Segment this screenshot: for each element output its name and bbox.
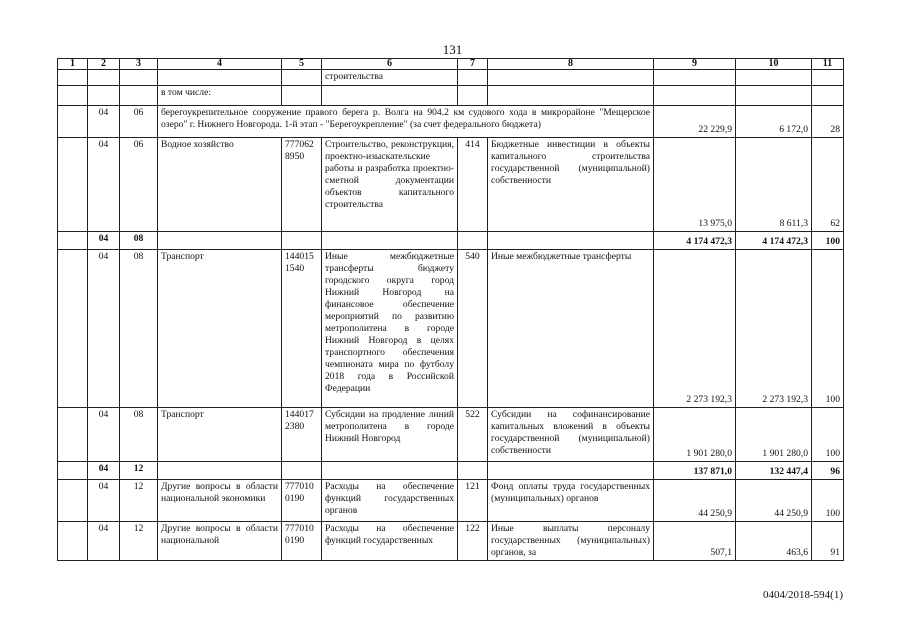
table-row [58,462,844,480]
table-row [58,250,844,408]
table-cell: 132 447,4 [736,462,812,480]
page-number: 131 [442,42,463,57]
table-cell: 04 [88,480,120,522]
table-cell: 06 [120,138,158,232]
table-cell: 08 [120,408,158,462]
table-cell: 2 273 192,3 [736,250,812,408]
table-cell: Иные выплаты персоналу государственных (муниципальных) органов, за [488,522,654,561]
table-row [58,106,844,138]
table-cell: 4 174 472,3 [654,232,736,250]
column-header: 4 [158,59,282,70]
budget-table [57,58,844,561]
table-cell: 777062 8950 [282,138,322,232]
column-header: 10 [736,59,812,70]
table-cell: 12 [120,480,158,522]
table-row [58,232,844,250]
column-header: 11 [812,59,844,70]
table-cell: Расходы на обеспечение функций государственных [322,522,458,561]
table-cell: 04 [88,232,120,250]
table-cell: 540 [458,250,488,408]
table-cell: 13 975,0 [654,138,736,232]
table-cell: 144015 1540 [282,250,322,408]
table-cell: строительства [322,70,458,86]
table-cell: 04 [88,138,120,232]
document-code: 0404/2018-594(1) [762,589,843,601]
column-header: 7 [458,59,488,70]
table-row [58,86,844,106]
table-cell: 137 871,0 [654,462,736,480]
table-cell: 28 [812,106,844,138]
table-cell: 22 229,9 [654,106,736,138]
table-cell: берегоукрепительное сооружение правого берега р. Волга на 904.2 км судового хода в микрорайоне "Мещерское озеро" г. Нижнего Новгорода. 1-й этап - "Берегоукрепление" (за счет федерального бюджета) [158,106,654,138]
table-cell: 12 [120,522,158,561]
header-row [58,59,844,70]
table-cell: 144017 2380 [282,408,322,462]
table-cell: в том числе: [158,86,282,106]
table-cell: Транспорт [158,408,282,462]
column-header: 6 [322,59,458,70]
table-cell: 777010 0190 [282,480,322,522]
column-header: 8 [488,59,654,70]
table-cell: 507,1 [654,522,736,561]
table-cell: 62 [812,138,844,232]
table-cell: 100 [812,480,844,522]
table-cell: 2 273 192,3 [654,250,736,408]
table-cell: Строительство, реконструкция, проектно-изыскательские работы и разработка проектно-сметной документации объектов капитального строительства [322,138,458,232]
table-cell: 06 [120,106,158,138]
table-cell: 1 901 280,0 [736,408,812,462]
column-header: 2 [88,59,120,70]
table-cell: 91 [812,522,844,561]
table-cell: 04 [88,522,120,561]
table-cell: 04 [88,250,120,408]
table-cell: Другие вопросы в области национальной экономики [158,480,282,522]
table-cell: 121 [458,480,488,522]
column-header: 1 [58,59,88,70]
table-row [58,138,844,232]
table-row [58,70,844,86]
table-cell: 122 [458,522,488,561]
table-cell: 04 [88,408,120,462]
column-header: 9 [654,59,736,70]
table-cell: 44 250,9 [736,480,812,522]
table-cell: 6 172,0 [736,106,812,138]
table-cell: Бюджетные инвестиции в объекты капитального строительства государственной (муниципальной) собственности [488,138,654,232]
table-cell: Водное хозяйство [158,138,282,232]
table-cell: 08 [120,232,158,250]
table-cell: Субсидии на софинансирование капитальных вложений в объекты государственной (муниципальной) собственности [488,408,654,462]
column-header: 5 [282,59,322,70]
table-cell: 100 [812,408,844,462]
table-cell: Фонд оплаты труда государственных (муниципальных) органов [488,480,654,522]
table-cell: Иные межбюджетные трансферты бюджету городского округа город Нижний Новгород на финансовое обеспечение мероприятий по развитию метрополитена в городе Нижний Новгород в целях транспортного обеспечения чемпионата мира по футболу 2018 года в Российской Федерации [322,250,458,408]
table-cell: 100 [812,250,844,408]
table-cell: 96 [812,462,844,480]
column-header: 3 [120,59,158,70]
table-cell: 522 [458,408,488,462]
table-cell: 777010 0190 [282,522,322,561]
table-cell: Другие вопросы в области национальной [158,522,282,561]
table-cell: 4 174 472,3 [736,232,812,250]
table-row [58,408,844,462]
table-cell: 08 [120,250,158,408]
table-cell: 04 [88,106,120,138]
table-cell: 100 [812,232,844,250]
table-cell: 8 611,3 [736,138,812,232]
table-cell: 414 [458,138,488,232]
table-cell: Транспорт [158,250,282,408]
table-cell: 463,6 [736,522,812,561]
table-cell: Субсидии на продление линий метрополитена в городе Нижний Новгород [322,408,458,462]
table-cell: Иные межбюджетные трансферты [488,250,654,408]
table-row [58,480,844,522]
table-cell: 44 250,9 [654,480,736,522]
table-row [58,522,844,561]
table-cell: Расходы на обеспечение функций государственных органов [322,480,458,522]
table-cell: 04 [88,462,120,480]
table-cell: 1 901 280,0 [654,408,736,462]
table-cell: 12 [120,462,158,480]
